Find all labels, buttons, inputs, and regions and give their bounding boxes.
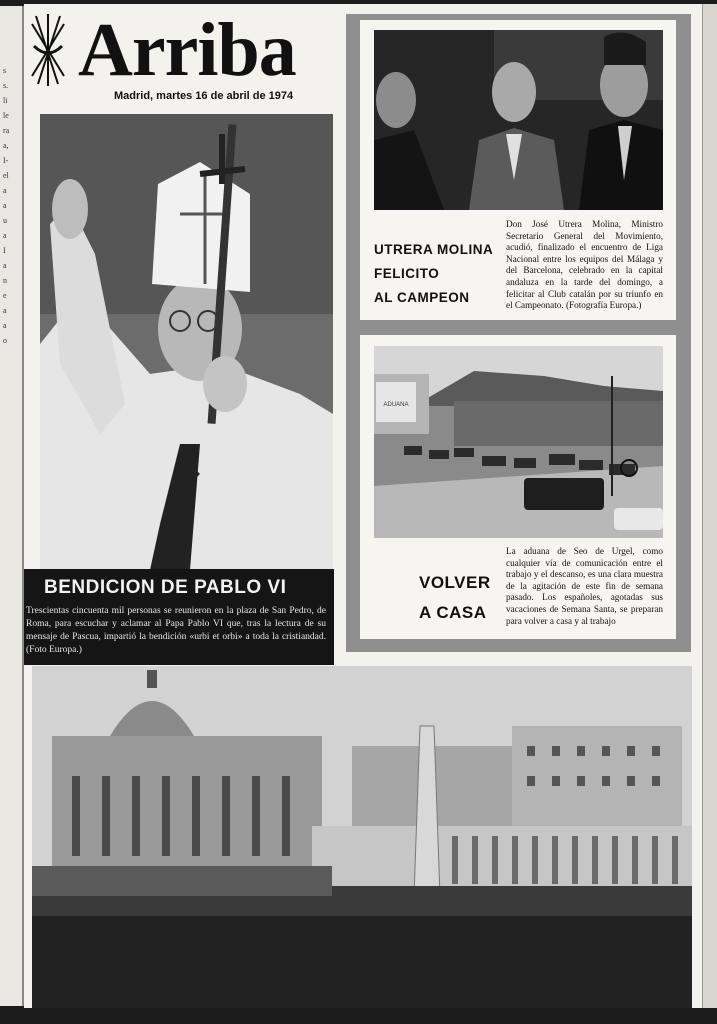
adjacent-page-fragment: s — [3, 66, 7, 75]
adjacent-page-fragment: a — [3, 261, 7, 270]
adjacent-page-fragment: a — [3, 201, 7, 210]
adjacent-page-fragment: li — [3, 96, 8, 105]
adjacent-page-fragment: n — [3, 276, 7, 285]
page-edge — [702, 4, 717, 1008]
newspaper-masthead: Arriba — [78, 8, 296, 92]
adjacent-page-fragment: s. — [3, 81, 9, 90]
utrera-molina-photo — [374, 30, 663, 210]
adjacent-page-fragment: I — [3, 246, 6, 255]
adjacent-page-fragment: a — [3, 321, 7, 330]
utrera-headline-line-3: AL CAMPEON — [374, 290, 470, 305]
adjacent-page-fragment: e — [3, 291, 7, 300]
adjacent-page-fragment: u — [3, 216, 7, 225]
customs-sign-text: ADUANA — [383, 402, 409, 408]
utrera-headline-line-1: UTRERA MOLINA — [374, 242, 494, 257]
pope-blessing-photo — [40, 114, 333, 570]
adjacent-page-fragment: a — [3, 306, 7, 315]
volver-headline-line-2: A CASA — [419, 603, 487, 622]
volver-story-text: La aduana de Seo de Urgel, como cualquier vía de comunicación entre el trabajo y el descanso, es una clara muestra de la agitación de este fin de semana pasado. Los españoles, agotadas sus vacaciones de Semana Santa, se preparan para volver a casa y al trabajo — [506, 546, 663, 626]
main-caption-box — [24, 569, 334, 665]
volver-headline-line-1: VOLVER — [419, 573, 491, 592]
main-caption-text: Trescientas cincuenta mil personas se reunieron en la plaza de San Pedro, de Roma, para escuchar y aclamar al Papa Pablo VI que, tras la lectura de su mensaje de Pascua, impartió la bendición «urbi et orbi» a toda la cristiandad. (Foto Europa.) — [26, 606, 326, 655]
dateline: Madrid, martes 16 de abril de 1974 — [114, 90, 294, 102]
yoke-and-arrows-emblem-icon — [28, 10, 68, 90]
adjacent-page-fragment: a — [3, 231, 7, 240]
adjacent-page-fragment: el — [3, 171, 9, 180]
adjacent-page-fragment: I- — [3, 156, 9, 165]
adjacent-page-fragment: a, — [3, 141, 9, 150]
adjacent-page-fragment: o — [3, 336, 7, 345]
border-customs-photo — [374, 346, 663, 538]
utrera-headline-line-2: FELICITO — [374, 266, 440, 281]
main-headline: BENDICION DE PABLO VI — [44, 577, 287, 598]
adjacent-page-fragment: le — [3, 111, 9, 120]
st-peters-square-photo — [32, 666, 692, 1008]
adjacent-page-strip — [0, 6, 24, 1006]
adjacent-page-fragment: a — [3, 186, 7, 195]
adjacent-page-fragment: ra — [3, 126, 10, 135]
utrera-story-text: Don José Utrera Molina, Ministro Secretario General del Movimiento, acudió, finalizado el encuentro de Liga Nacional entre los equipos del Málaga y del Barcelona, celebrado en la capital andaluza en la tarde del domingo, a felicitar al Club catalán por su triunfo en el Campeonato. (Fotografía Europa.) — [506, 219, 663, 311]
